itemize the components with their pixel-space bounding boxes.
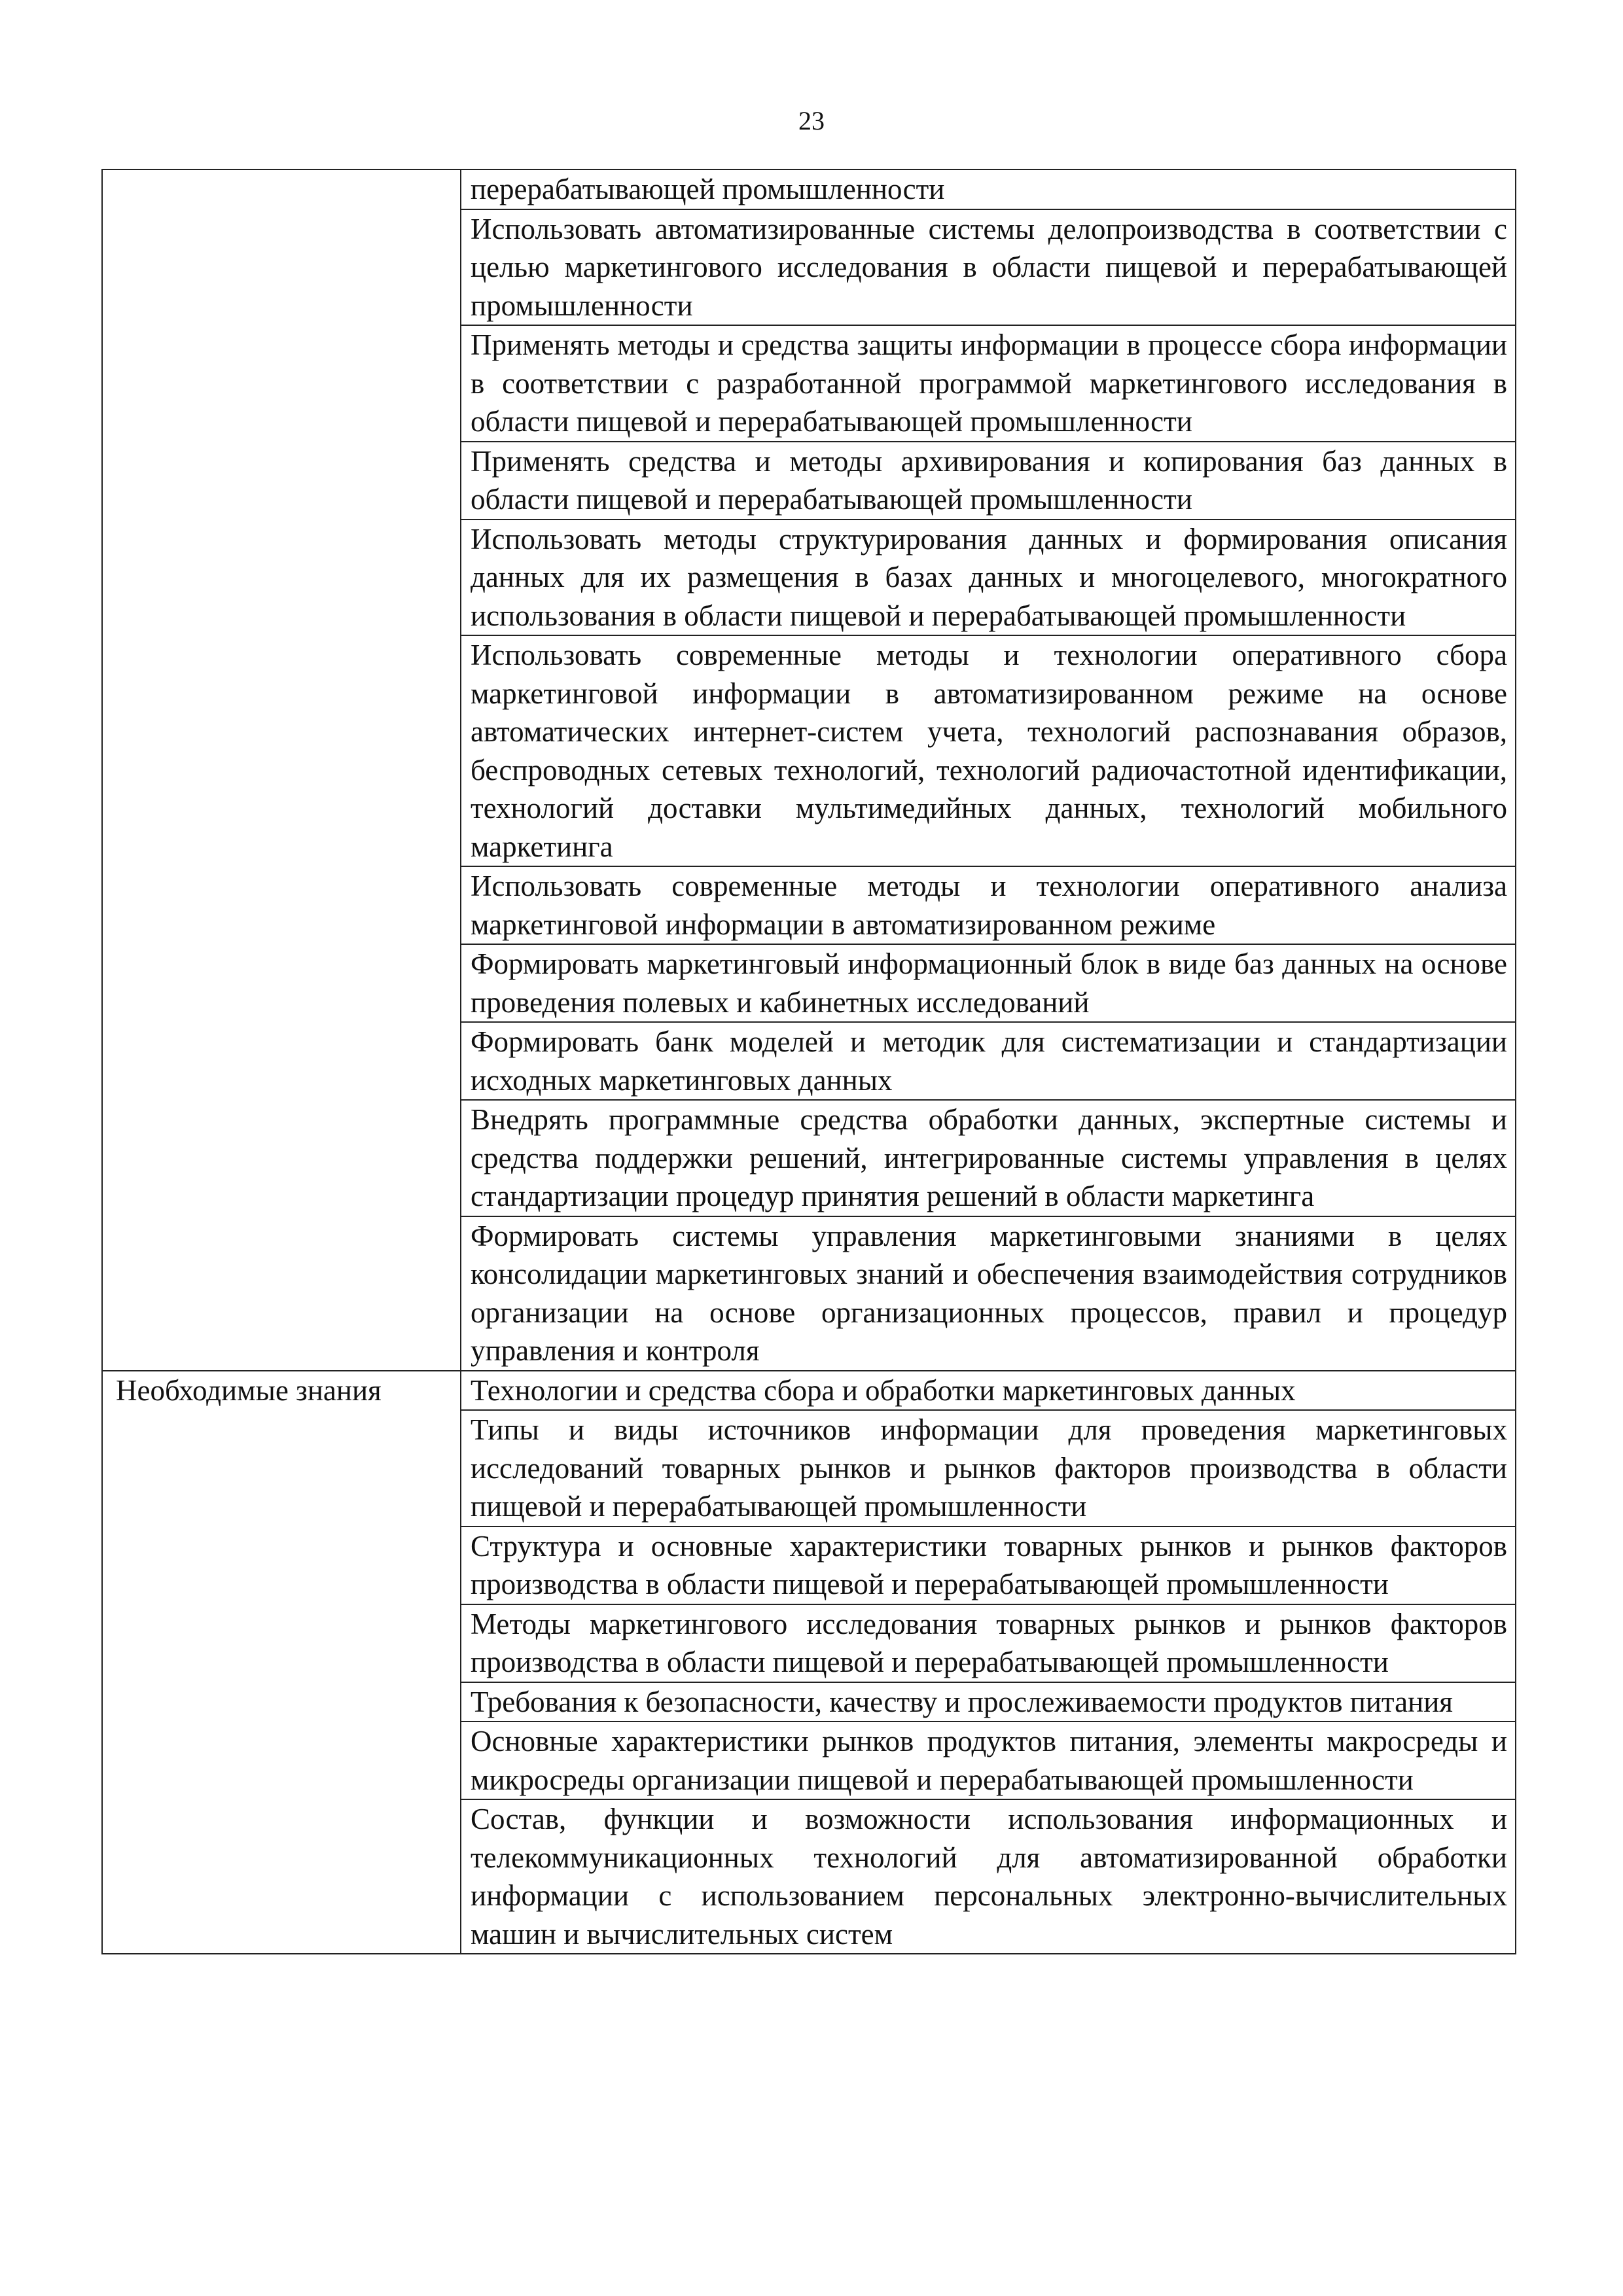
knowledge-item: Требования к безопасности, качеству и прослеживаемости продуктов питания (461, 1682, 1516, 1722)
skill-item: Формировать маркетинговый информационный блок в виде баз данных на основе проведения полевых и кабинетных исследований (461, 944, 1516, 1022)
skill-item: Использовать методы структурирования данных и формирования описания данных для их размещения в базах данных и многоцелевого, многократного использования в области пищевой и перерабатывающей промышленности (461, 520, 1516, 636)
table-row (102, 169, 1516, 209)
knowledge-item: Технологии и средства сбора и обработки маркетинговых данных (461, 1371, 1516, 1411)
knowledge-item: Основные характеристики рынков продуктов питания, элементы макросреды и микросреды организации пищевой и перерабатывающей промышленности (461, 1722, 1516, 1799)
skill-item: Использовать современные методы и технологии оперативного анализа маркетинговой информации в автоматизированном режиме (461, 866, 1516, 944)
knowledge-label-cell: Необходимые знания (102, 1371, 461, 1954)
skill-item: Внедрять программные средства обработки данных, экспертные системы и средства поддержки решений, интегрированные системы управления в целях стандартизации процедур принятия решений в области маркетинга (461, 1100, 1516, 1216)
skill-item: Формировать системы управления маркетинговыми знаниями в целях консолидации маркетинговых знаний и обеспечения взаимодействия сотрудников организации на основе организационных процессов, правил и процедур управления и контроля (461, 1216, 1516, 1371)
skill-item: Использовать автоматизированные системы делопроизводства в соответствии с целью маркетингового исследования в области пищевой и перерабатывающей промышленности (461, 209, 1516, 326)
knowledge-item: Состав, функции и возможности использования информационных и телекоммуникационных технологий для автоматизированной обработки информации с использованием персональных электронно-вычислительных машин и вычислительных систем (461, 1799, 1516, 1954)
skill-item: Использовать современные методы и технологии оперативного сбора маркетинговой информации в автоматизированном режиме на основе автоматических интернет-систем учета, технологий распознавания образов, беспроводных сетевых технологий, технологий радиочастотной идентификации, технологий доставки мультимедийных данных, технологий мобильного маркетинга (461, 635, 1516, 866)
skill-item: перерабатывающей промышленности (461, 169, 1516, 209)
page-number: 23 (798, 106, 825, 135)
knowledge-item: Структура и основные характеристики товарных рынков и рынков факторов производства в области пищевой и перерабатывающей промышленности (461, 1527, 1516, 1604)
knowledge-item: Типы и виды источников информации для проведения маркетинговых исследований товарных рынков и рынков факторов производства в области пищевой и перерабатывающей промышленности (461, 1410, 1516, 1527)
skill-item: Применять методы и средства защиты информации в процессе сбора информации в соответствии с разработанной программой маркетингового исследования в области пищевой и перерабатывающей промышленности (461, 325, 1516, 442)
skill-item: Применять средства и методы архивирования и копирования баз данных в области пищевой и перерабатывающей промышленности (461, 442, 1516, 520)
knowledge-item: Методы маркетингового исследования товарных рынков и рынков факторов производства в области пищевой и перерабатывающей промышленности (461, 1604, 1516, 1682)
skill-item: Формировать банк моделей и методик для систематизации и стандартизации исходных маркетинговых данных (461, 1022, 1516, 1100)
requirements-table (101, 169, 1516, 1954)
skills-label-cell (102, 169, 461, 1371)
table-row (102, 1371, 1516, 1411)
